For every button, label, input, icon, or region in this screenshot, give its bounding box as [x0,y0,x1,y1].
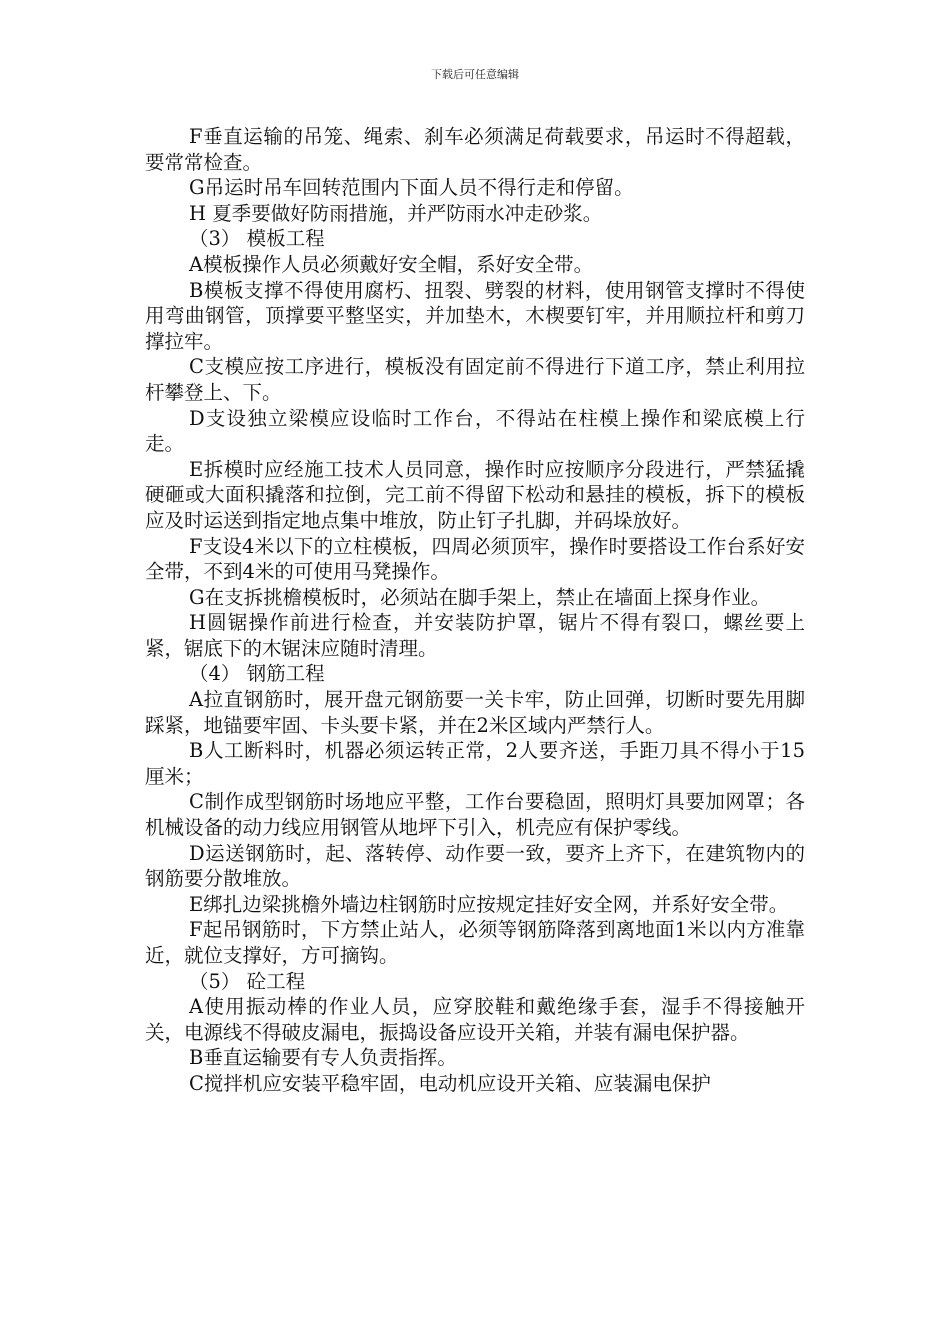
paragraph: B垂直运输要有专人负责指挥。 [189,1046,457,1070]
section-heading: （4） 钢筋工程 [189,662,325,686]
paragraph: F起吊钢筋时，下方禁止站人，必须等钢筋降落到离地面1米以内方准靠近，就位支撑好，方可摘钩。 [145,918,805,967]
paragraph: B人工断料时，机器必须运转正常，2人要齐送，手距刀具不得小于15厘米； [145,739,805,788]
paragraph: C支模应按工序进行，模板没有固定前不得进行下道工序，禁止利用拉杆攀登上、下。 [145,355,805,404]
paragraph: B模板支撑不得使用腐朽、扭裂、劈裂的材料，使用钢管支撑时不得使用弯曲钢管，顶撑要平整坚实，并加垫木，木楔要钉牢，并用顺拉杆和剪刀撑拉牢。 [145,278,805,353]
section-heading: （3） 模板工程 [189,227,325,251]
paragraph: A拉直钢筋时，展开盘元钢筋要一关卡牢，防止回弹，切断时要先用脚踩紧，地锚要牢固、卡头要卡紧，并在2米区域内严禁行人。 [145,688,805,737]
paragraph: D支设独立梁模应设临时工作台，不得站在柱模上操作和梁底模上行走。 [145,406,805,456]
paragraph: G在支拆挑檐模板时，必须站在脚手架上，禁止在墙面上探身作业。 [189,585,771,609]
paragraph: F垂直运输的吊笼、绳索、刹车必须满足荷载要求，吊运时不得超载，要常常检查。 [145,125,805,174]
paragraph: G吊运时吊车回转范围内下面人员不得行走和停留。 [189,176,634,200]
paragraph: H圆锯操作前进行检查，并安装防护罩，锯片不得有裂口，螺丝要上紧，锯底下的木锯沫应随时清理。 [145,611,805,660]
document-body [145,124,805,1097]
paragraph: A模板操作人员必须戴好安全帽，系好安全带。 [189,252,594,276]
paragraph: D运送钢筋时，起、落转停、动作要一致，要齐上齐下，在建筑物内的钢筋要分散堆放。 [145,841,805,891]
paragraph: F支设4米以下的立柱模板，四周必须顶牢，操作时要搭设工作台系好安全带，不到4米的可使用马凳操作。 [145,534,805,584]
page-header: 下载后可任意编辑 [431,68,519,81]
paragraph: E拆模时应经施工技术人员同意，操作时应按顺序分段进行，严禁猛撬硬砸或大面积撬落和拉倒，完工前不得留下松动和悬挂的模板，拆下的模板应及时运送到指定地点集中堆放，防止钉子扎脚，并码垛放好。 [145,457,805,532]
paragraph: C制作成型钢筋时场地应平整，工作台要稳固，照明灯具要加网罩；各机械设备的动力线应用钢管从地坪下引入，机壳应有保护零线。 [145,790,805,840]
paragraph: E绑扎边梁挑檐外墙边柱钢筋时应按规定挂好安全网，并系好安全带。 [189,892,789,916]
section-heading: （5） 砼工程 [189,969,306,993]
paragraph: C搅拌机应安装平稳牢固，电动机应设开关箱、应装漏电保护 [189,1071,711,1095]
paragraph: A使用振动棒的作业人员，应穿胶鞋和戴绝缘手套，湿手不得接触开关，电源线不得破皮漏电，振捣设备应设开关箱，并装有漏电保护器。 [145,995,805,1044]
paragraph: H 夏季要做好防雨措施，并严防雨水冲走砂浆。 [189,201,603,225]
